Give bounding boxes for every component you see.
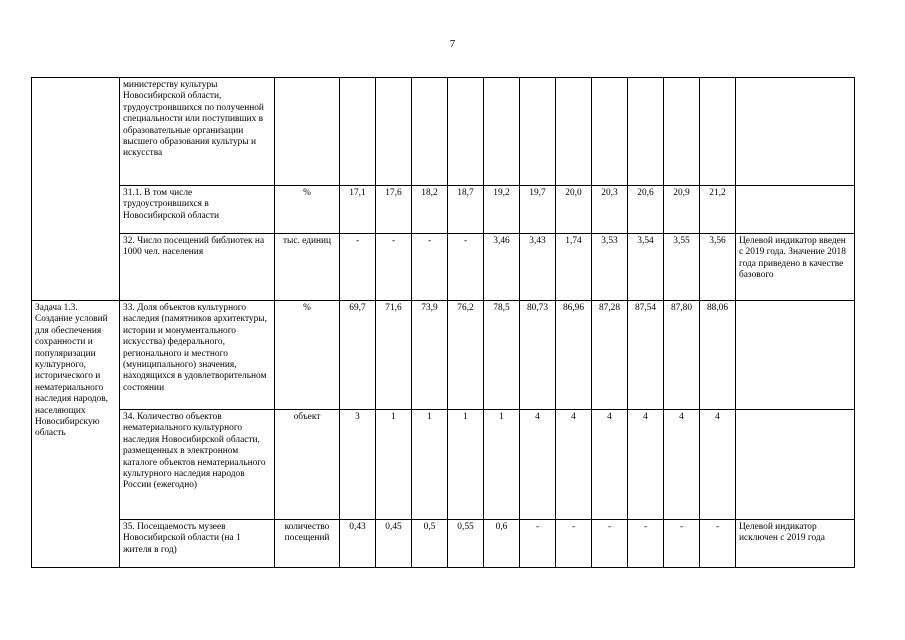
unit-cell: количество посещений xyxy=(275,520,340,568)
indicator-cell: 31.1. В том числе трудоустроившихся в Новосибирской области xyxy=(120,186,275,234)
value-cell: 20,9 xyxy=(664,186,700,234)
unit-cell: объект xyxy=(275,410,340,520)
value-cell: 0,45 xyxy=(376,520,412,568)
note-cell xyxy=(736,186,855,234)
value-cell: 87,28 xyxy=(592,301,628,410)
value-cell: 78,5 xyxy=(484,301,520,410)
value-cell: 71,6 xyxy=(376,301,412,410)
value-cell: 4 xyxy=(628,410,664,520)
value-cell: 73,9 xyxy=(412,301,448,410)
value-cell: 0,43 xyxy=(340,520,376,568)
indicator-cell: 35. Посещаемость музеев Новосибирской области (на 1 жителя в год) xyxy=(120,520,275,568)
unit-cell: % xyxy=(275,186,340,234)
value-cell: 18,2 xyxy=(412,186,448,234)
value-cell: 0,6 xyxy=(484,520,520,568)
value-cell: 86,96 xyxy=(556,301,592,410)
indicator-cell: 34. Количество объектов нематериального культурного наследия Новосибирской области, размещенных в электронном каталоге объектов нематериального культурного наследия народов России (ежегодно) xyxy=(120,410,275,520)
value-cell: 3,53 xyxy=(592,234,628,301)
value-cell: 3,54 xyxy=(628,234,664,301)
unit-cell: % xyxy=(275,301,340,410)
value-cell: 4 xyxy=(520,410,556,520)
value-cell xyxy=(340,78,376,186)
value-cell: 1 xyxy=(448,410,484,520)
value-cell: 4 xyxy=(592,410,628,520)
task-cell-empty xyxy=(32,78,120,301)
value-cell: 87,80 xyxy=(664,301,700,410)
value-cell: 4 xyxy=(664,410,700,520)
value-cell: - xyxy=(448,234,484,301)
value-cell: 0,5 xyxy=(412,520,448,568)
value-cell: 3 xyxy=(340,410,376,520)
value-cell: - xyxy=(628,520,664,568)
value-cell: - xyxy=(556,520,592,568)
indicator-cell: 32. Число посещений библиотек на 1000 чел. населения xyxy=(120,234,275,301)
table-row xyxy=(32,410,855,520)
value-cell: - xyxy=(700,520,736,568)
note-cell xyxy=(736,410,855,520)
value-cell: 20,3 xyxy=(592,186,628,234)
table-row xyxy=(32,234,855,301)
value-cell: 69,7 xyxy=(340,301,376,410)
unit-cell: тыс. единиц xyxy=(275,234,340,301)
value-cell xyxy=(628,78,664,186)
value-cell: 1 xyxy=(484,410,520,520)
task-cell: Задача 1.3. Создание условий для обеспечения сохранности и популяризации культурного, исторического и нематериального наследия народов, населяющих Новосибирскую область xyxy=(32,301,120,568)
value-cell: - xyxy=(412,234,448,301)
value-cell: - xyxy=(376,234,412,301)
value-cell xyxy=(592,78,628,186)
value-cell xyxy=(664,78,700,186)
table-row xyxy=(32,78,855,186)
note-cell xyxy=(736,301,855,410)
value-cell: - xyxy=(664,520,700,568)
note-cell: Целевой индикатор исключен с 2019 года xyxy=(736,520,855,568)
value-cell: - xyxy=(592,520,628,568)
note-cell xyxy=(736,78,855,186)
unit-cell xyxy=(275,78,340,186)
value-cell: 0,55 xyxy=(448,520,484,568)
table-row xyxy=(32,520,855,568)
indicator-cell: 33. Доля объектов культурного наследия (памятников архитектуры, истории и монументального искусства) федерального, регионального и местного (муниципального) значения, находящихся в удовлетворительном состоянии xyxy=(120,301,275,410)
value-cell: 1 xyxy=(412,410,448,520)
table-row xyxy=(32,186,855,234)
value-cell: 19,2 xyxy=(484,186,520,234)
value-cell: - xyxy=(520,520,556,568)
value-cell: 1 xyxy=(376,410,412,520)
value-cell xyxy=(448,78,484,186)
value-cell xyxy=(520,78,556,186)
value-cell: 88,06 xyxy=(700,301,736,410)
value-cell: 17,6 xyxy=(376,186,412,234)
value-cell xyxy=(376,78,412,186)
page-number: 7 xyxy=(449,38,456,50)
value-cell: 17,1 xyxy=(340,186,376,234)
table-row xyxy=(32,301,855,410)
value-cell: 3,43 xyxy=(520,234,556,301)
value-cell: 4 xyxy=(556,410,592,520)
value-cell: 18,7 xyxy=(448,186,484,234)
value-cell: 3,46 xyxy=(484,234,520,301)
value-cell: 20,6 xyxy=(628,186,664,234)
value-cell xyxy=(556,78,592,186)
value-cell: 1,74 xyxy=(556,234,592,301)
value-cell: 20,0 xyxy=(556,186,592,234)
value-cell: 3,55 xyxy=(664,234,700,301)
indicator-cell: министерству культуры Новосибирской области, трудоустроившихся по полученной специальности или поступивших в образовательные организации высшего образования культуры и искусства xyxy=(120,78,275,186)
value-cell: 76,2 xyxy=(448,301,484,410)
indicators-table xyxy=(31,77,855,568)
value-cell: 3,56 xyxy=(700,234,736,301)
value-cell: 87,54 xyxy=(628,301,664,410)
value-cell: - xyxy=(340,234,376,301)
value-cell xyxy=(484,78,520,186)
value-cell xyxy=(700,78,736,186)
note-cell: Целевой индикатор введен с 2019 года. Значение 2018 года приведено в качестве базового xyxy=(736,234,855,301)
value-cell: 4 xyxy=(700,410,736,520)
value-cell: 80,73 xyxy=(520,301,556,410)
value-cell: 21,2 xyxy=(700,186,736,234)
value-cell xyxy=(412,78,448,186)
value-cell: 19,7 xyxy=(520,186,556,234)
